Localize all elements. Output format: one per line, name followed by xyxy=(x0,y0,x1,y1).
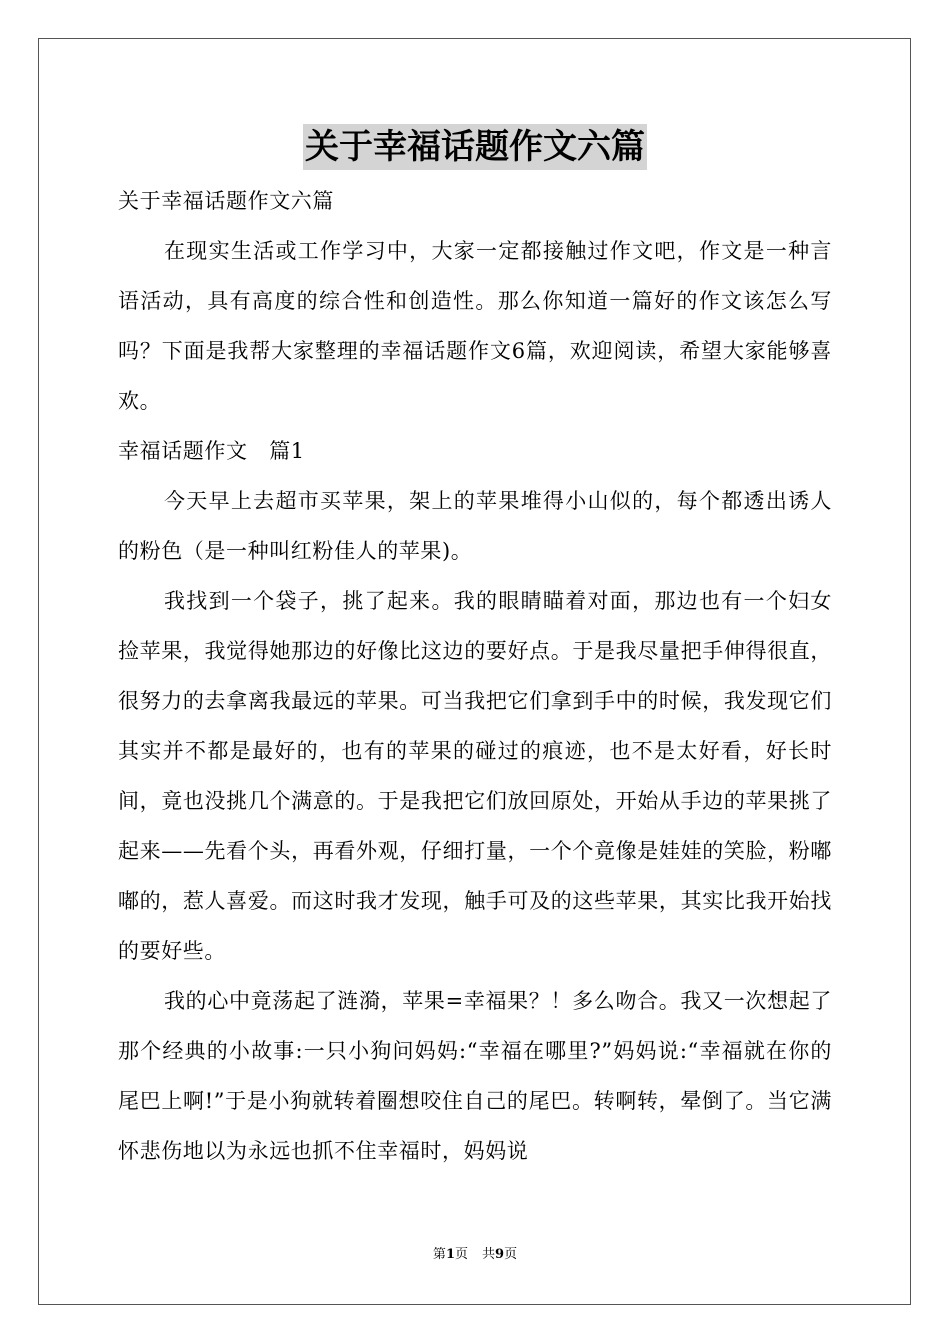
current-page-number: 1 xyxy=(445,1247,455,1262)
total-suffix: 页 xyxy=(504,1247,518,1262)
page-suffix: 页 xyxy=(454,1247,468,1262)
document-title: 关于幸福话题作文六篇 xyxy=(303,124,647,170)
document-body xyxy=(118,176,832,1176)
total-page-number: 9 xyxy=(495,1247,505,1262)
total-prefix: 共 xyxy=(482,1247,496,1262)
title-container xyxy=(0,124,950,170)
intro-paragraph: 在现实生活或工作学习中，大家一定都接触过作文吧，作文是一种言语活动，具有高度的综合性和创造性。那么你知道一篇好的作文该怎么写吗？下面是我帮大家整理的幸福话题作文6篇，欢迎阅读，希望大家能够喜欢。 xyxy=(118,239,832,413)
body-paragraph-3: 我的心中竟荡起了涟漪，苹果=幸福果？！多么吻合。我又一次想起了那个经典的小故事:一只小狗问妈妈:“幸福在哪里?”妈妈说:“幸福就在你的尾巴上啊!”于是小狗就转着圈想咬住自己的尾巴。转啊转，晕倒了。当它满怀悲伤地以为永远也抓不住幸福时，妈妈说 xyxy=(118,989,832,1163)
document-subtitle: 关于幸福话题作文六篇 xyxy=(118,189,334,213)
page-prefix: 第 xyxy=(432,1247,446,1262)
body-paragraph-2: 我找到一个袋子，挑了起来。我的眼睛瞄着对面，那边也有一个妇女捡苹果，我觉得她那边的好像比这边的要好点。于是我尽量把手伸得很直，很努力的去拿离我最远的苹果。可当我把它们拿到手中的时候，我发现它们其实并不都是最好的，也有的苹果的碰过的痕迹，也不是太好看，好长时间，竟也没挑几个满意的。于是我把它们放回原处，开始从手边的苹果挑了起来——先看个头，再看外观，仔细打量，一个个竟像是娃娃的笑脸，粉嘟嘟的，惹人喜爱。而这时我才发现，触手可及的这些苹果，其实比我开始找的要好些。 xyxy=(118,589,832,963)
body-paragraph-1: 今天早上去超市买苹果，架上的苹果堆得小山似的，每个都透出诱人的粉色（是一种叫红粉佳人的苹果)。 xyxy=(118,489,832,563)
page-footer xyxy=(0,1246,950,1264)
section-heading: 幸福话题作文 篇1 xyxy=(118,439,305,463)
